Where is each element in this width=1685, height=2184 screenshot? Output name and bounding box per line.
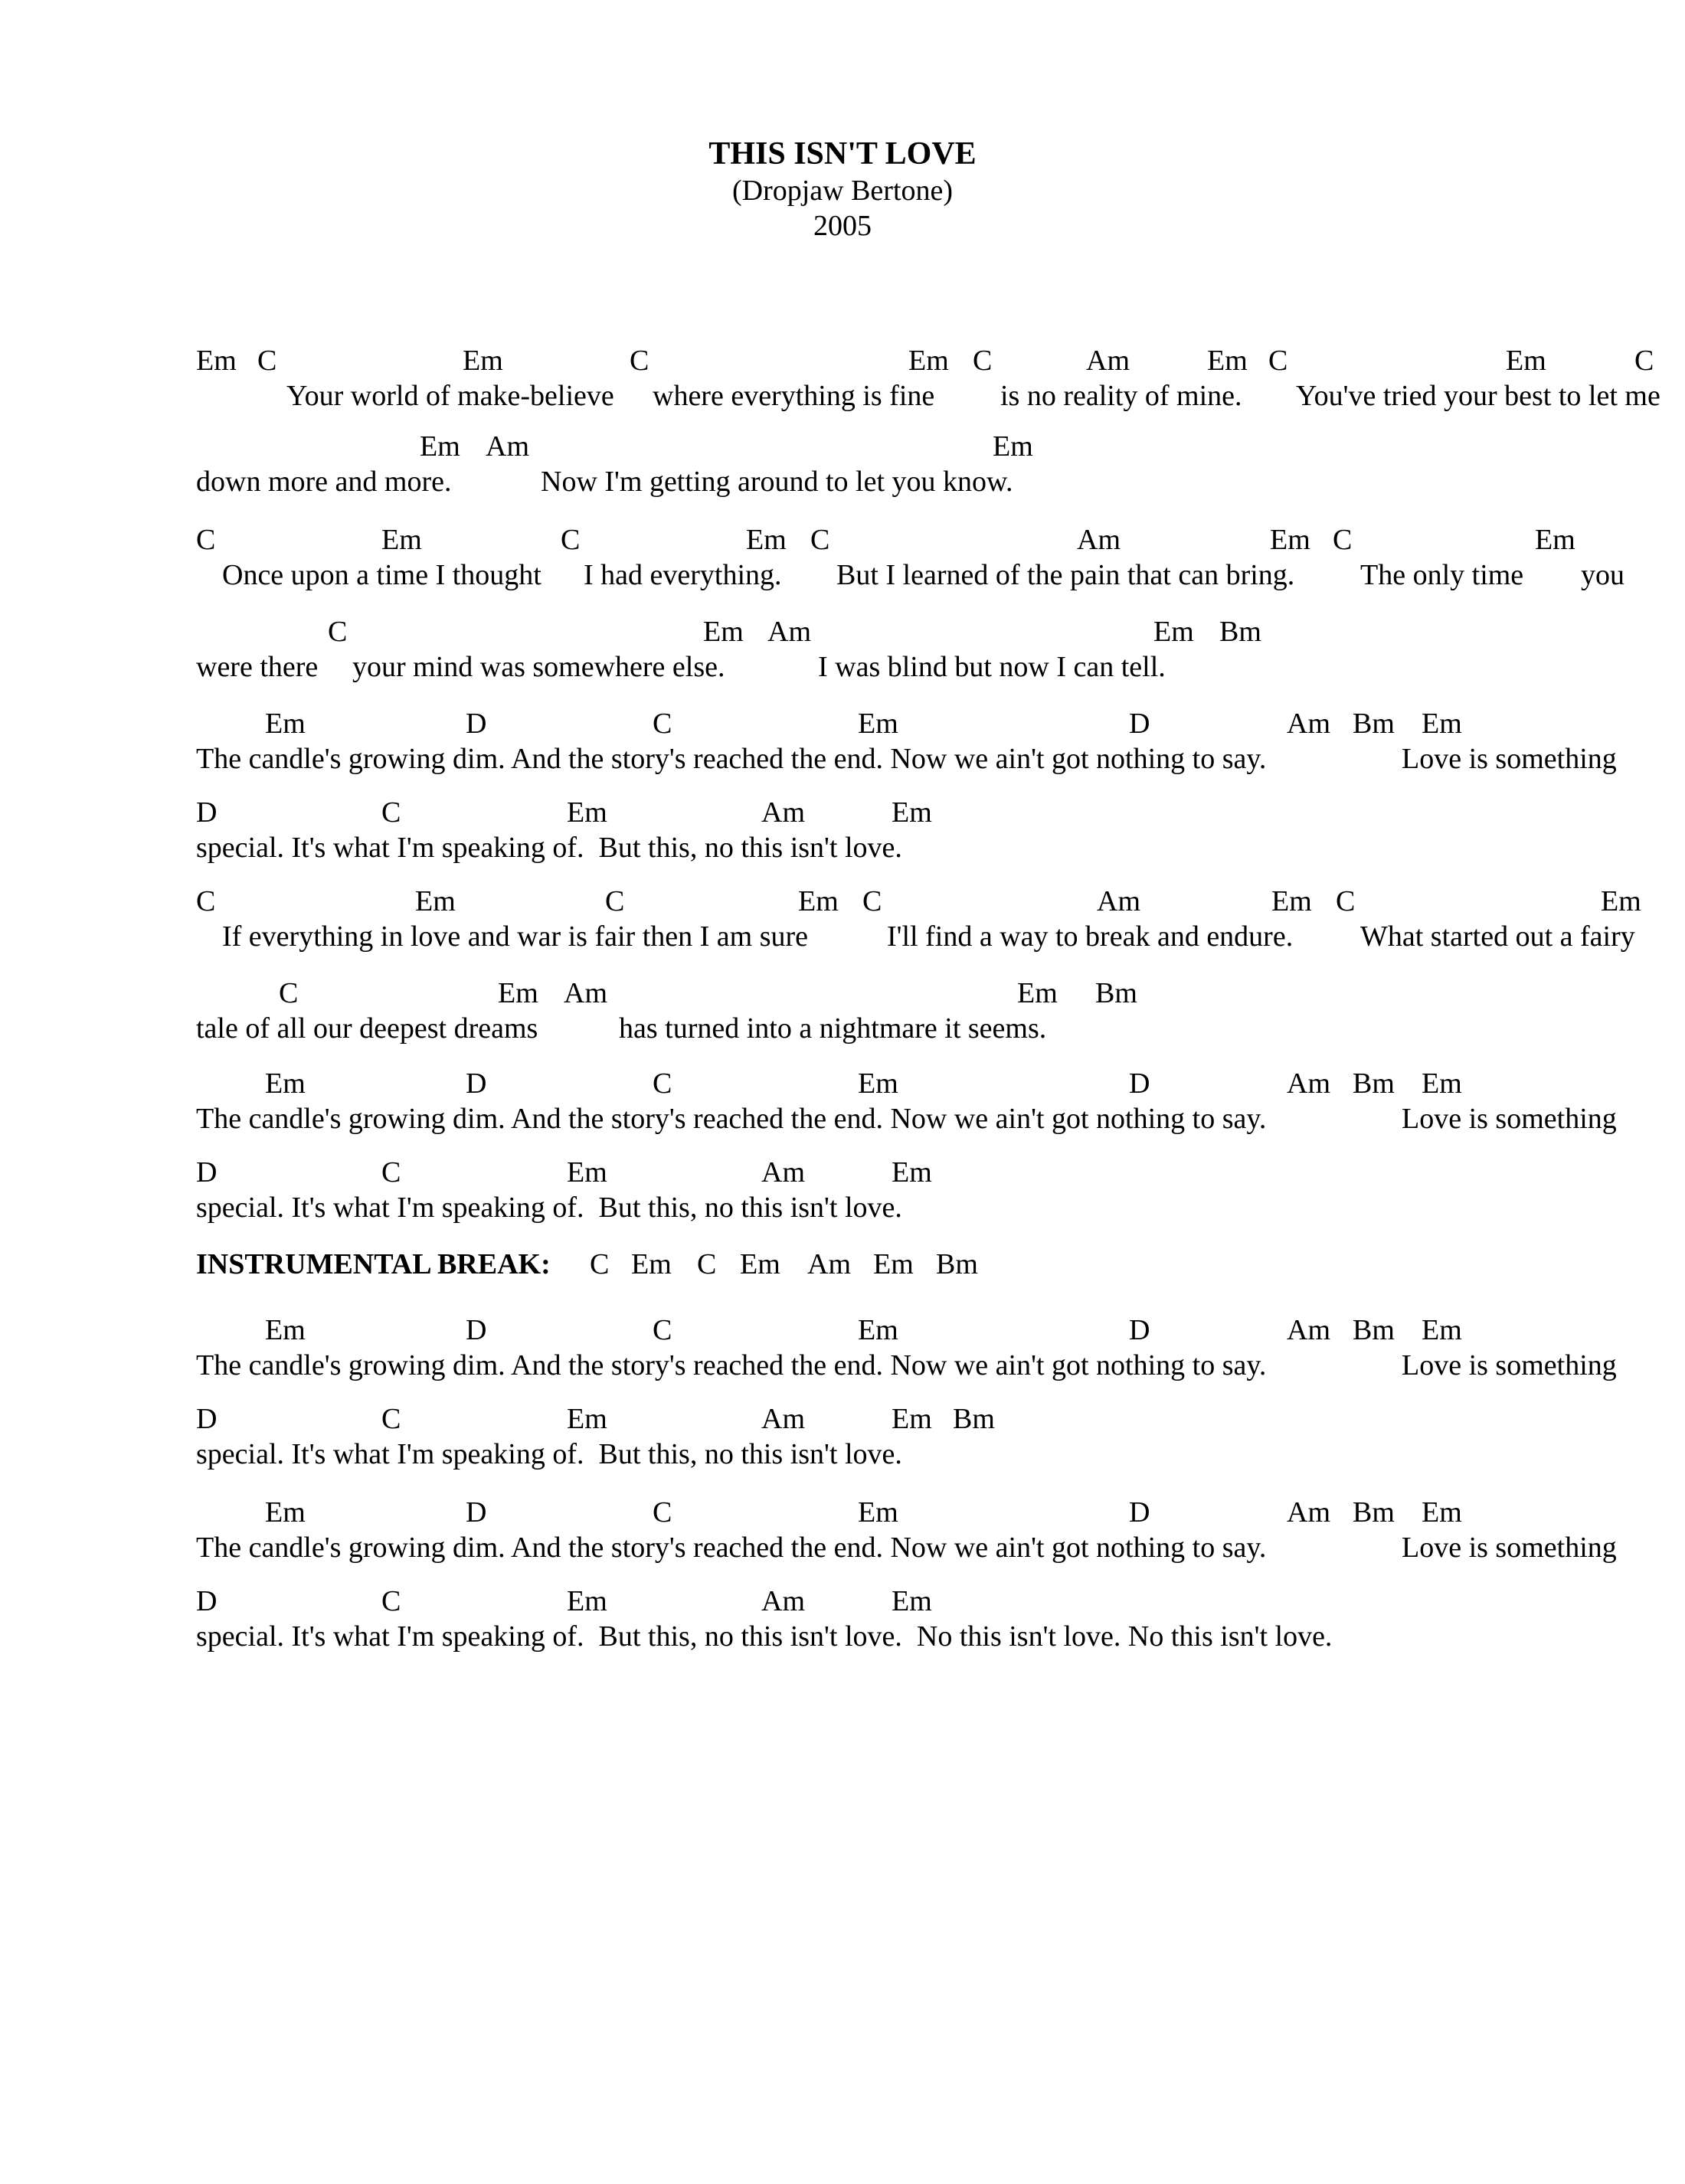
- chord-symbol: Em: [1153, 616, 1194, 648]
- chord-symbol: C: [630, 345, 649, 377]
- lyric-row: [0, 1100, 1685, 1138]
- chord-symbol: D: [1129, 1067, 1150, 1100]
- chord-symbol: C: [279, 977, 299, 1009]
- chord-row: [0, 521, 1685, 559]
- chord-row: [0, 1400, 1685, 1438]
- chord-symbol: Em: [892, 1403, 932, 1435]
- chord-symbol: C: [653, 1314, 672, 1346]
- lyric-row: [0, 1346, 1685, 1385]
- song-title: THIS ISN'T LOVE: [708, 136, 977, 172]
- chord-symbol: D: [466, 708, 487, 740]
- chord-symbol: Em: [196, 345, 237, 377]
- chord-symbol: Em: [892, 796, 932, 829]
- chord-row: [0, 1493, 1685, 1532]
- chord-symbol: Em: [908, 345, 949, 377]
- lyric-segment: Your world of make-believe: [286, 380, 614, 412]
- chord-symbol: Bm: [1095, 977, 1137, 1009]
- chord-symbol: D: [196, 1156, 218, 1188]
- chord-symbol: D: [1129, 1496, 1150, 1528]
- lyric-segment: special. It's what I'm speaking of. But this, no this isn't love.: [196, 832, 902, 864]
- lyric-segment: I had everything.: [584, 559, 782, 591]
- chord-symbol: C: [381, 1156, 401, 1188]
- chord-symbol: D: [1129, 708, 1150, 740]
- lyric-segment: special. It's what I'm speaking of. But this, no this isn't love.: [196, 1438, 902, 1470]
- lyric-row: [0, 648, 1685, 686]
- chord-symbol: Em: [858, 1067, 898, 1100]
- chord-symbol: Em: [1422, 1314, 1462, 1346]
- chord-symbol: Em: [1270, 524, 1310, 556]
- chord-symbol: C: [590, 1248, 610, 1280]
- lyric-segment: Once upon a time I thought: [222, 559, 541, 591]
- chord-symbol: D: [196, 796, 218, 829]
- chord-symbol: Em: [740, 1248, 780, 1280]
- chord-row: [0, 342, 1685, 380]
- chord-symbol: D: [196, 1403, 218, 1435]
- chord-symbol: Am: [1287, 1067, 1330, 1100]
- chord-symbol: Em: [265, 1067, 306, 1100]
- chord-symbol: Bm: [936, 1248, 978, 1280]
- lyric-segment: The candle's growing dim. And the story's reached the end. Now we ain't got nothing to say.: [196, 743, 1267, 775]
- chord-symbol: Em: [1601, 885, 1641, 917]
- chord-symbol: Am: [1077, 524, 1121, 556]
- lyric-segment: is no reality of mine.: [1000, 380, 1242, 412]
- chord-symbol: Em: [858, 1314, 898, 1346]
- lyric-row: [0, 917, 1685, 956]
- song-artist: (Dropjaw Bertone): [731, 175, 954, 207]
- chord-symbol: C: [196, 524, 216, 556]
- chord-symbol: D: [466, 1314, 487, 1346]
- chord-symbol: Am: [1287, 708, 1330, 740]
- chord-symbol: Em: [892, 1585, 932, 1617]
- chord-symbol: Em: [858, 1496, 898, 1528]
- chord-symbol: Em: [1506, 345, 1546, 377]
- chord-symbol: D: [466, 1067, 487, 1100]
- instrumental-break-row: [0, 1245, 1685, 1283]
- lyric-segment: Now I'm getting around to let you know.: [541, 466, 1013, 498]
- chord-symbol: Am: [761, 1403, 805, 1435]
- chord-row: [0, 882, 1685, 920]
- chord-symbol: Em: [567, 1585, 607, 1617]
- lyric-segment: The only time: [1360, 559, 1524, 591]
- chord-symbol: Am: [761, 1585, 805, 1617]
- chord-symbol: D: [1129, 1314, 1150, 1346]
- chord-row: [0, 705, 1685, 743]
- lyric-row: [0, 740, 1685, 778]
- chord-symbol: Em: [703, 616, 744, 648]
- lyric-row: [0, 463, 1685, 501]
- chord-symbol: C: [605, 885, 625, 917]
- chord-symbol: C: [862, 885, 882, 917]
- lyric-row: [0, 1617, 1685, 1656]
- chord-row: [0, 613, 1685, 651]
- lyric-segment: tale of all our deepest dreams: [196, 1012, 538, 1045]
- chord-symbol: Em: [1017, 977, 1058, 1009]
- chord-symbol: Em: [631, 1248, 672, 1280]
- chord-row: [0, 793, 1685, 832]
- chord-symbol: D: [196, 1585, 218, 1617]
- chord-symbol: Bm: [1353, 708, 1395, 740]
- chord-symbol: Em: [798, 885, 839, 917]
- chord-symbol: Em: [381, 524, 422, 556]
- chord-symbol: Em: [567, 1403, 607, 1435]
- chord-symbol: Bm: [1353, 1496, 1395, 1528]
- chord-symbol: Em: [567, 796, 607, 829]
- lyric-segment: If everything in love and war is fair then I am sure: [222, 920, 809, 953]
- lyric-segment: Love is something: [1402, 1103, 1617, 1135]
- chord-symbol: Em: [265, 708, 306, 740]
- chord-symbol: C: [561, 524, 581, 556]
- chord-symbol: C: [1333, 524, 1353, 556]
- chord-symbol: Em: [1422, 1067, 1462, 1100]
- chord-symbol: Em: [1422, 1496, 1462, 1528]
- chord-symbol: Em: [1207, 345, 1248, 377]
- chord-symbol: C: [257, 345, 277, 377]
- chord-symbol: C: [381, 1403, 401, 1435]
- lyric-row: [0, 377, 1685, 415]
- chord-symbol: C: [1268, 345, 1288, 377]
- chord-symbol: Em: [873, 1248, 914, 1280]
- lyric-row: [0, 829, 1685, 867]
- lyric-segment: I was blind but now I can tell.: [818, 651, 1166, 683]
- chord-symbol: C: [1634, 345, 1654, 377]
- chord-symbol: C: [810, 524, 830, 556]
- chord-symbol: Em: [265, 1496, 306, 1528]
- chord-symbol: C: [381, 1585, 401, 1617]
- chord-symbol: Em: [567, 1156, 607, 1188]
- chord-symbol: Em: [1422, 708, 1462, 740]
- chord-symbol: Em: [993, 430, 1033, 463]
- chord-symbol: Em: [746, 524, 787, 556]
- chord-symbol: C: [328, 616, 348, 648]
- chord-symbol: Bm: [1353, 1067, 1395, 1100]
- chord-symbol: Am: [767, 616, 811, 648]
- lyric-segment: You've tried your best to let me: [1296, 380, 1660, 412]
- song-year: 2005: [813, 210, 872, 242]
- lyric-row: [0, 556, 1685, 594]
- chord-row: [0, 1153, 1685, 1192]
- lyric-segment: your mind was somewhere else.: [352, 651, 725, 683]
- lyric-row: [0, 1009, 1685, 1048]
- lyric-segment: where everything is fine: [653, 380, 935, 412]
- chord-symbol: Em: [892, 1156, 932, 1188]
- chord-symbol: Bm: [953, 1403, 995, 1435]
- lyric-row: [0, 1435, 1685, 1473]
- chord-symbol: Am: [1287, 1314, 1330, 1346]
- lyric-segment: has turned into a nightmare it seems.: [619, 1012, 1047, 1045]
- chord-row: [0, 427, 1685, 466]
- lyric-segment: down more and more.: [196, 466, 452, 498]
- chord-symbol: C: [653, 708, 672, 740]
- lyric-segment: Love is something: [1402, 1349, 1617, 1381]
- lyric-segment: special. It's what I'm speaking of. But this, no this isn't love.: [196, 1192, 902, 1224]
- lyric-segment: The candle's growing dim. And the story's reached the end. Now we ain't got nothing to say.: [196, 1349, 1267, 1381]
- chord-row: [0, 1311, 1685, 1349]
- chord-symbol: Bm: [1353, 1314, 1395, 1346]
- chord-symbol: Am: [761, 1156, 805, 1188]
- chord-row: [0, 1582, 1685, 1620]
- lyric-segment: What started out a fairy: [1360, 920, 1635, 953]
- chord-symbol: C: [973, 345, 993, 377]
- chord-symbol: Em: [463, 345, 503, 377]
- chord-symbol: C: [653, 1496, 672, 1528]
- lyric-segment: I'll find a way to break and endure.: [887, 920, 1294, 953]
- chord-symbol: Bm: [1219, 616, 1261, 648]
- chord-symbol: C: [653, 1067, 672, 1100]
- instrumental-break-label: INSTRUMENTAL BREAK:: [196, 1248, 551, 1280]
- chord-symbol: Em: [498, 977, 538, 1009]
- chord-symbol: C: [381, 796, 401, 829]
- chord-symbol: Em: [858, 708, 898, 740]
- chord-symbol: Em: [265, 1314, 306, 1346]
- lyric-segment: Love is something: [1402, 1532, 1617, 1564]
- lyric-segment: Love is something: [1402, 743, 1617, 775]
- chord-symbol: Em: [415, 885, 456, 917]
- lyric-segment: were there: [196, 651, 319, 683]
- chord-row: [0, 974, 1685, 1012]
- lyric-segment: you: [1581, 559, 1624, 591]
- chord-symbol: C: [1336, 885, 1356, 917]
- chord-symbol: C: [697, 1248, 717, 1280]
- chord-symbol: Am: [807, 1248, 851, 1280]
- lyric-segment: But I learned of the pain that can bring.: [836, 559, 1295, 591]
- chord-symbol: Em: [1535, 524, 1575, 556]
- lyric-segment: The candle's growing dim. And the story's reached the end. Now we ain't got nothing to say.: [196, 1532, 1267, 1564]
- chord-row: [0, 1064, 1685, 1103]
- lyric-segment: The candle's growing dim. And the story's reached the end. Now we ain't got nothing to say.: [196, 1103, 1267, 1135]
- chord-symbol: Am: [1287, 1496, 1330, 1528]
- chord-symbol: Em: [420, 430, 460, 463]
- chord-symbol: D: [466, 1496, 487, 1528]
- chord-symbol: Am: [1097, 885, 1140, 917]
- chord-symbol: Am: [1086, 345, 1130, 377]
- lyric-segment: special. It's what I'm speaking of. But this, no this isn't love. No this isn't love. No this isn't love.: [196, 1620, 1333, 1653]
- chord-symbol: Am: [761, 796, 805, 829]
- chord-symbol: Am: [486, 430, 529, 463]
- chord-symbol: Em: [1271, 885, 1312, 917]
- lyric-row: [0, 1528, 1685, 1567]
- lyric-row: [0, 1188, 1685, 1227]
- chord-symbol: Am: [564, 977, 607, 1009]
- chord-symbol: C: [196, 885, 216, 917]
